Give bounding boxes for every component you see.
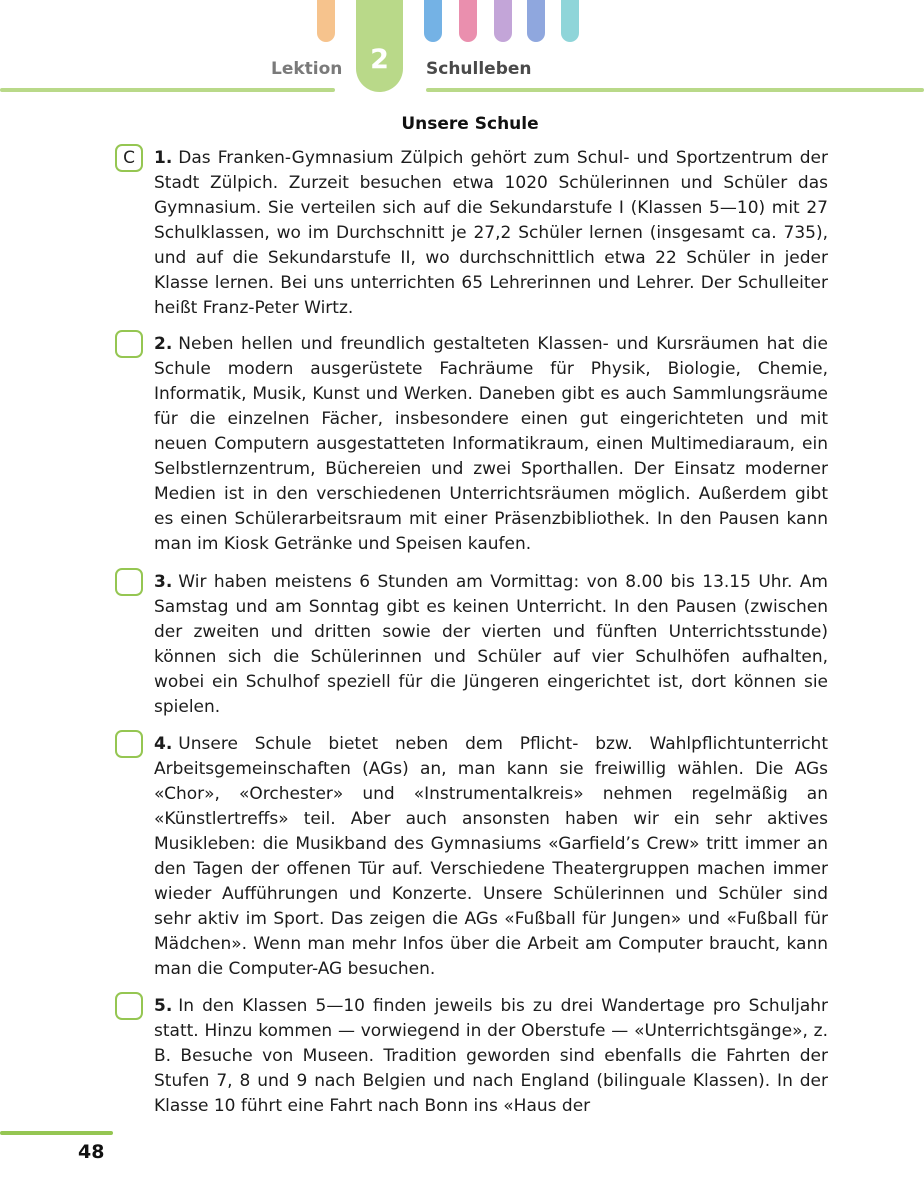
paragraph-3 <box>154 570 828 720</box>
paragraph-4 <box>154 732 828 982</box>
paragraph-number: 1. <box>154 148 173 168</box>
lesson-badge <box>356 0 403 92</box>
paragraph-number: 3. <box>154 572 173 592</box>
footer-rule <box>0 1131 113 1135</box>
paragraph-text: Neben hellen und freundlich gestalteten Klassen- und Kursräumen hat die Schule modern ausgerüstete Fachräume für Physik, Biologie, Chemie, Informatik, Musik, Kunst und Werken. Daneben gibt es auch Sammlungsräume für die einzelnen Fächer, insbesondere einen gut eingerichteten und mit neuen Computern ausgestatteten Informatikraum, einen Multimediaraum, ein Selbstlernzentrum, Büchereien und zwei Sporthallen. Der Einsatz moderner Medien ist in den verschiedenen Unterrichtsräumen möglich. Außerdem gibt es einen Schülerarbeitsraum mit einer Präsenzbibliothek. In den Pausen kann man im Kiosk Getränke und Speisen kaufen. <box>154 334 828 554</box>
tab-decoration-orange <box>317 0 335 42</box>
header-rule-left <box>0 88 335 92</box>
answer-box-2[interactable] <box>115 330 143 358</box>
tab-decoration-pink <box>459 0 477 42</box>
answer-box-4[interactable] <box>115 730 143 758</box>
paragraph-text: Das Franken-Gymnasium Zülpich gehört zum Schul- und Sportzentrum der Stadt Zülpich. Zurzeit besuchen etwa 1020 Schülerinnen und Schüler das Gymnasium. Sie verteilen sich auf die Sekundarstufe I (Klassen 5—10) mit 27 Schulklassen, wo im Durchschnitt je 27,2 Schüler lernen (insgesamt ca. 735), und auf die Sekundarstufe II, wo durchschnittlich etwa 22 Schüler in jeder Klasse lernen. Bei uns unterrichten 65 Lehrerinnen und Lehrer. Der Schulleiter heißt Franz-Peter Wirtz. <box>154 148 828 318</box>
paragraph-number: 5. <box>154 996 173 1016</box>
lesson-number: 2 <box>370 44 389 75</box>
paragraph-text: Wir haben meistens 6 Stunden am Vormittag: von 8.00 bis 13.15 Uhr. Am Samstag und am Sonntag gibt es keinen Unterricht. In den Pausen (zwischen der zweiten und dritten sowie der vierten und fünften Unterrichtsstunde) können sich die Schülerinnen und Schüler auf vier Schulhöfen aufhalten, wobei ein Schulhof speziell für die Jüngeren eingerichtet ist, dort können sie spielen. <box>154 572 828 717</box>
page-number: 48 <box>78 1141 105 1163</box>
paragraph-text: Unsere Schule bietet neben dem Pflicht- bzw. Wahlpflichtunterricht Arbeitsgemeinschaften (AGs) an, man kann sie freiwillig wählen. Die AGs «Chor», «Orchester» und «Instrumentalkreis» nehmen regelmäßig an «Künstlertreffs» teil. Aber auch ansonsten haben wir ein sehr aktives Musikleben: die Musikband des Gymnasiums «Garfield’s Crew» tritt immer an den Tagen der offenen Tür auf. Verschiedene Theatergruppen machen immer wieder Aufführungen und Konzerte. Unsere Schülerinnen und Schüler sind sehr aktiv im Sport. Das zeigen die AGs «Fußball für Jungen» und «Fußball für Mädchen». Wenn man mehr Infos über die Arbeit am Computer braucht, kann man die Computer-AG besuchen. <box>154 734 828 979</box>
tab-decoration-teal <box>561 0 579 42</box>
paragraph-number: 2. <box>154 334 173 354</box>
tab-decoration-blue <box>424 0 442 42</box>
paragraph-number: 4. <box>154 734 173 754</box>
answer-box-5[interactable] <box>115 992 143 1020</box>
paragraph-1 <box>154 146 828 321</box>
lektion-label: Lektion <box>271 59 343 79</box>
topic-label: Schulleben <box>426 59 532 79</box>
paragraph-text: In den Klassen 5—10 finden jeweils bis zu drei Wandertage pro Schuljahr statt. Hinzu kommen — vorwiegend in der Oberstufe — «Unterrichtsgänge», z. B. Besuche von Museen. Tradition geworden sind ebenfalls die Fahrten der Stufen 7, 8 und 9 nach Belgien und nach England (bilinguale Klassen). In der Klasse 10 führt eine Fahrt nach Bonn ins «Haus der <box>154 996 828 1116</box>
answer-box-1[interactable]: C <box>115 144 143 172</box>
tab-decoration-purple <box>494 0 512 42</box>
paragraph-5 <box>154 994 828 1119</box>
article-title: Unsere Schule <box>401 114 539 134</box>
answer-box-3[interactable] <box>115 568 143 596</box>
header-rule-right <box>426 88 924 92</box>
tab-decoration-indigo <box>527 0 545 42</box>
paragraph-2 <box>154 332 828 557</box>
